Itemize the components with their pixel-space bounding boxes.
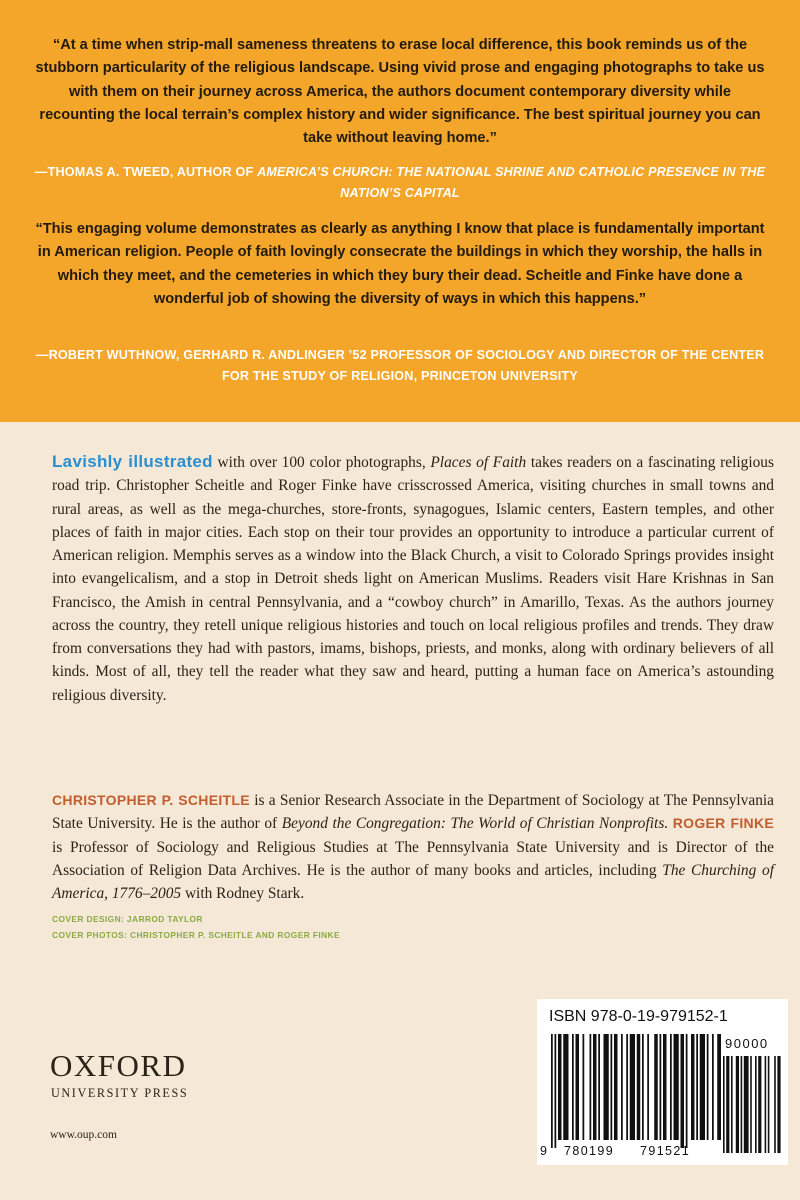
- barcode-bar: [755, 1056, 757, 1153]
- endorsement-attribution-2: —ROBERT WUTHNOW, GERHARD R. ANDLINGER ’52 PROFESSOR OF SOCIOLOGY AND DIRECTOR OF THE CENTER FOR THE STUDY OF RELIGION, PRINCETON UNIVERSITY: [35, 348, 765, 383]
- barcode-bar: [736, 1056, 739, 1153]
- barcode-bar: [750, 1056, 752, 1153]
- barcode-bar: [717, 1034, 721, 1140]
- barcode-bar: [663, 1034, 667, 1140]
- barcode-bar: [765, 1056, 767, 1153]
- barcode-bar: [726, 1056, 729, 1153]
- barcode-bar: [551, 1034, 553, 1148]
- barcode-bar: [626, 1034, 628, 1140]
- description-text-1: with over 100 color photographs,: [212, 454, 431, 471]
- barcode-bar: [670, 1034, 672, 1140]
- endorsement-quote-2: “This engaging volume demonstrates as clearly as anything I know that place is fundamentally important in American religion. People of faith lovingly consecrate the buildings in which they worship, the halls in which they meet, and the cemeteries in which they bury their dead. Scheitle and Finke have done a wonderful job of showing the diversity of ways in which this happens.”: [35, 221, 765, 307]
- barcode-bar: [642, 1034, 644, 1140]
- barcode-bar: [563, 1034, 568, 1140]
- barcode-bar: [583, 1034, 585, 1140]
- book-description: [52, 450, 774, 707]
- barcode-digit-lead: 9: [540, 1144, 547, 1158]
- barcode-bar: [604, 1034, 609, 1140]
- barcode-bar: [647, 1034, 649, 1140]
- isbn-barcode: [537, 999, 788, 1165]
- barcode-bar: [744, 1056, 749, 1153]
- barcode-bar: [731, 1056, 733, 1153]
- barcode-bar: [691, 1034, 695, 1140]
- barcode-addon-bars: [723, 1056, 781, 1153]
- barcode-bar: [590, 1034, 592, 1140]
- barcode-bar: [774, 1056, 776, 1153]
- bio-book-1: Beyond the Congregation: The World of Christian Nonprofits.: [281, 815, 669, 833]
- endorsement-panel: [0, 0, 800, 422]
- endorsement-quote-1: “At a time when strip-mall sameness threatens to erase local difference, this book reminds us of the stubborn particularity of the religious landscape. Using vivid prose and engaging photographs to take us with them on their journey across America, the authors document contemporary diversity while recounting the local terrain’s complex history and wider significance. The best spiritual journey you can take without leaving home.”: [35, 37, 765, 147]
- bio-text-3: with Rodney Stark.: [181, 885, 305, 902]
- barcode-bar: [654, 1034, 658, 1140]
- barcode-bar: [593, 1034, 597, 1140]
- barcode-bar: [572, 1034, 574, 1140]
- barcode-bar: [558, 1034, 562, 1140]
- barcode-bar: [686, 1034, 688, 1148]
- barcode-bar: [712, 1034, 714, 1140]
- barcode-bar: [598, 1034, 600, 1140]
- publisher-website: www.oup.com: [50, 1129, 117, 1141]
- author-name-scheitle: CHRISTOPHER P. SCHEITLE: [52, 792, 250, 808]
- attribution-prefix: —THOMAS A. TWEED, AUTHOR OF: [34, 165, 258, 179]
- author-name-finke: ROGER FINKE: [672, 815, 775, 832]
- barcode-bar: [674, 1034, 679, 1140]
- book-title: Places of Faith: [430, 454, 527, 471]
- cover-design-credit: COVER DESIGN: JARROD TAYLOR: [52, 914, 203, 924]
- isbn-label: ISBN 978-0-19-979152-1: [549, 1008, 728, 1025]
- barcode-addon-digits: 90000: [725, 1036, 769, 1051]
- cover-photos-credit: COVER PHOTOS: CHRISTOPHER P. SCHEITLE AND ROGER FINKE: [52, 930, 340, 940]
- barcode-bar: [576, 1034, 580, 1140]
- author-bios: [52, 789, 774, 905]
- bio-text-2: is Professor of Sociology and Religious Studies at The Pennsylvania State University and is Director of the Association of Religion Data Archives. He is the author of many books and articles, including: [52, 838, 774, 879]
- barcode-bar: [555, 1034, 557, 1148]
- barcode-bar: [660, 1034, 662, 1140]
- barcode-bar: [621, 1034, 623, 1140]
- barcode-bar: [681, 1034, 685, 1148]
- barcode-bar: [614, 1034, 618, 1140]
- publisher-subname: UNIVERSITY PRESS: [51, 1086, 189, 1100]
- publisher-logo: OXFORD: [50, 1048, 187, 1083]
- barcode-bars: [551, 1034, 721, 1156]
- barcode-bar: [700, 1034, 705, 1140]
- bio-text-1: is a Senior Research Associate in the Department of Sociology at The Pennsylvania State University. He is the author of: [52, 792, 774, 833]
- barcode-digit-group-1: 780199: [564, 1144, 615, 1158]
- barcode-bar: [768, 1056, 770, 1153]
- barcode-digit-group-2: 791521: [640, 1144, 691, 1158]
- attribution-book-title: AMERICA’S CHURCH: THE NATIONAL SHRINE AND CATHOLIC PRESENCE IN THE NATION’S CAPITAL: [257, 165, 766, 200]
- barcode-bar: [758, 1056, 761, 1153]
- barcode-bar: [696, 1034, 698, 1140]
- barcode-bar: [630, 1034, 635, 1140]
- description-text-2: takes readers on a fascinating religious road trip. Christopher Scheitle and Roger Finke have crisscrossed America, visiting churches in small towns and rural areas, as well as the mega-churches, store-fronts, synagogues, Islamic centers, Eastern temples, and other places of faith in major cities. Each stop on their tour provides an opportunity to introduce a particular current of American religion. Memphis serves as a window into the Black Church, a visit to Colorado Springs provides insight into evangelicalism, and a stop in Detroit sheds light on American Muslims. Readers visit Hare Krishnas in San Francisco, the Amish in central Pennsylvania, and a “cowboy church” in Amarillo, Texas. As the authors journey across the country, they retell unique religious histories and touch on local religious profiles and trends. They draw from conversations they had with pastors, imams, bishops, priests, and monks, along with ordinary believers of all kinds. Most of all, they tell the reader what they saw and heard, putting a human face on America’s astounding religious diversity.: [52, 454, 774, 704]
- barcode-bar: [723, 1056, 725, 1153]
- barcode-bar: [611, 1034, 613, 1140]
- barcode-bar: [741, 1056, 743, 1153]
- bio-book-2: The Churching of America, 1776–2005: [52, 861, 774, 902]
- description-lead-in: Lavishly illustrated: [52, 452, 213, 471]
- endorsement-attribution-1: [30, 162, 770, 204]
- barcode-bar: [637, 1034, 641, 1140]
- barcode-bar: [707, 1034, 709, 1140]
- barcode-bar: [777, 1056, 780, 1153]
